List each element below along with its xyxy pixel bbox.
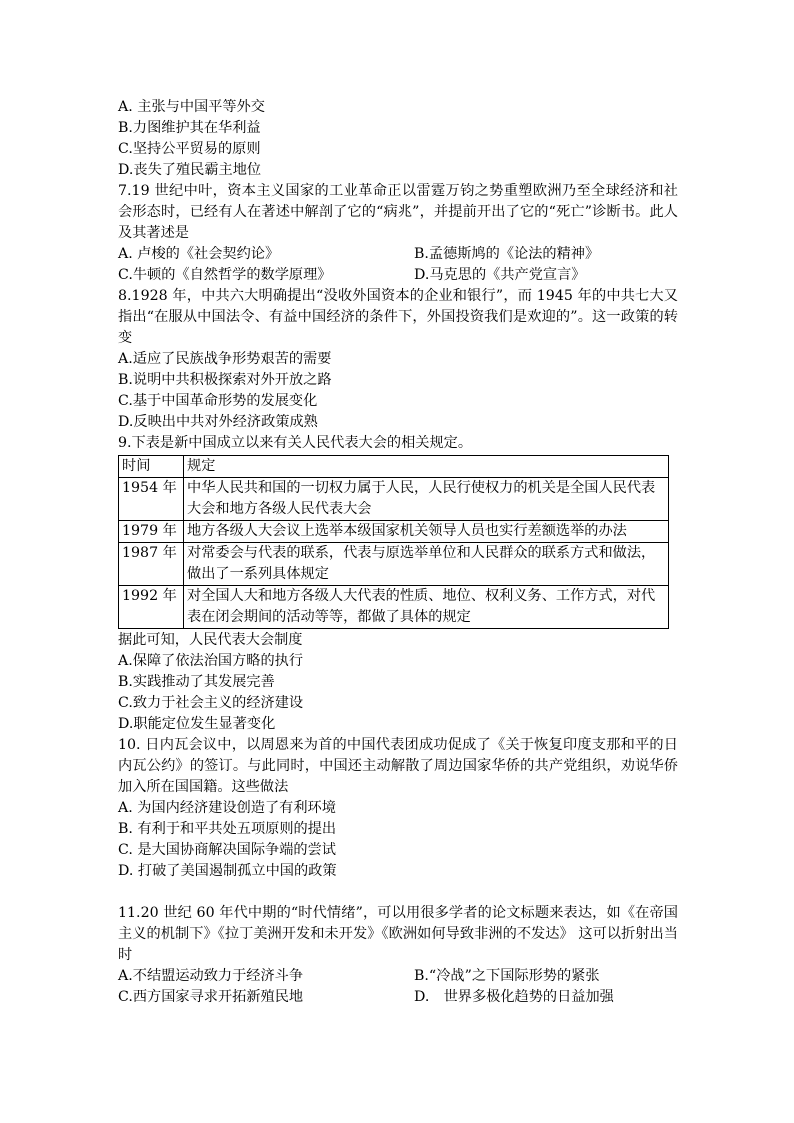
table-cell-year: 1992 年: [119, 586, 184, 629]
q9-option-d: D.职能定位发生显著变化: [118, 716, 276, 732]
q9-option-c: C.致力于社会主义的经济建设: [118, 695, 304, 711]
q9-option-a: A.保障了依法治国方略的执行: [118, 653, 304, 669]
q10-stem: 10. 日内瓦会议中，以周恩来为首的中国代表团成功促成了《关于恢复印度支那和平的日内瓦公约》的签订。与此同时，中国还主动解散了周边国家华侨的共产党组织，劝说华侨加入所在国国籍。这些做法: [118, 737, 678, 795]
q6-option-c: C.坚持公平贸易的原则: [118, 141, 261, 157]
table-row: [119, 543, 669, 586]
table-cell-rule: 地方各级人大会议上选举本级国家机关领导人员也实行差额选举的办法: [184, 521, 669, 543]
q11-option-c: C.西方国家寻求开拓新殖民地: [118, 989, 304, 1005]
q9-stem: 9.下表是新中国成立以来有关人民代表大会的相关规定。: [118, 435, 473, 451]
q6-option-a: A. 主张与中国平等外交: [118, 99, 265, 115]
table-cell-year: 1979 年: [119, 521, 184, 543]
table-cell-rule: 中华人民共和国的一切权力属于人民，人民行使权力的机关是全国人民代表大会和地方各级人民代表大会: [184, 478, 669, 521]
q8-stem: 8.1928 年，中共六大明确提出“没收外国资本的企业和银行”，而 1945 年的中共七大又指出“在服从中国法令、有益中国经济的条件下，外国投资我们是欢迎的”。这一政策的转变: [118, 288, 678, 346]
q6-option-b: B.力图维护其在华利益: [118, 120, 261, 136]
q7-option-d: D.马克思的《共产党宣言》: [414, 267, 586, 283]
q11-stem: 11.20 世纪 60 年代中期的“时代情绪”，可以用很多学者的论文标题来表达，如《在帝国主义的机制下》《拉丁美洲开发和未开发》《欧洲如何导致非洲的不发达》 这可以折射出当时: [118, 905, 678, 963]
q9-option-b: B.实践推动了其发展完善: [118, 674, 275, 690]
q7-stem: 7.19 世纪中叶，资本主义国家的工业革命正以雷霆万钧之势重塑欧洲乃至全球经济和社会形态时，已经有人在著述中解剖了它的“病兆”，并提前开出了它的“死亡”诊断书。此人及其著述是: [118, 183, 678, 241]
table-cell-rule: 对全国人大和地方各级人大代表的性质、地位、权利义务、工作方式，对代表在闭会期间的活动等等，都做了具体的规定: [184, 586, 669, 629]
q8-option-d: D.反映出中共对外经济政策成熟: [118, 414, 318, 430]
q11-options-row-2: [118, 987, 678, 1008]
q11-option-a: A.不结盟运动致力于经济斗争: [118, 968, 304, 984]
q7-options-row-2: [118, 265, 678, 286]
table-row: [119, 586, 669, 629]
table-header-time: 时间: [119, 456, 184, 478]
q7-option-c: C.牛顿的《自然哲学的数学原理》: [118, 267, 332, 283]
table-cell-year: 1954 年: [119, 478, 184, 521]
q8-option-c: C.基于中国革命形势的发展变化: [118, 393, 318, 409]
table-cell-year: 1987 年: [119, 543, 184, 586]
q11-option-d: D. 世界多极化趋势的日益加强: [414, 989, 614, 1005]
q10-option-d: D. 打破了美国遏制孤立中国的政策: [118, 863, 337, 879]
q10-option-c: C. 是大国协商解决国际争端的尝试: [118, 842, 336, 858]
table-header-rule: 规定: [184, 456, 669, 478]
q11-options-row-1: [118, 966, 678, 987]
q7-option-a: A. 卢梭的《社会契约论》: [118, 246, 280, 262]
spacer: [118, 882, 678, 903]
q10-option-a: A. 为国内经济建设创造了有利环境: [118, 800, 336, 816]
table-cell-rule: 对常委会与代表的联系，代表与原选举单位和人民群众的联系方式和做法，做出了一系列具体规定: [184, 543, 669, 586]
npc-rules-table: [118, 455, 669, 629]
q7-option-b: B.孟德斯鸠的《论法的精神》: [414, 246, 600, 262]
q8-option-b: B.说明中共积极探索对外开放之路: [118, 372, 332, 388]
q7-options-row-1: [118, 244, 678, 265]
q8-option-a: A.适应了民族战争形势艰苦的需要: [118, 351, 332, 367]
q9-followup: 据此可知，人民代表大会制度: [118, 632, 303, 648]
q6-option-d: D.丧失了殖民霸主地位: [118, 162, 262, 178]
exam-page: [118, 97, 678, 1008]
q11-option-b: B.“冷战”之下国际形势的紧张: [414, 968, 600, 984]
table-row: [119, 521, 669, 543]
table-row: [119, 478, 669, 521]
q10-option-b: B. 有利于和平共处五项原则的提出: [118, 821, 337, 837]
table-header-row: [119, 456, 669, 478]
